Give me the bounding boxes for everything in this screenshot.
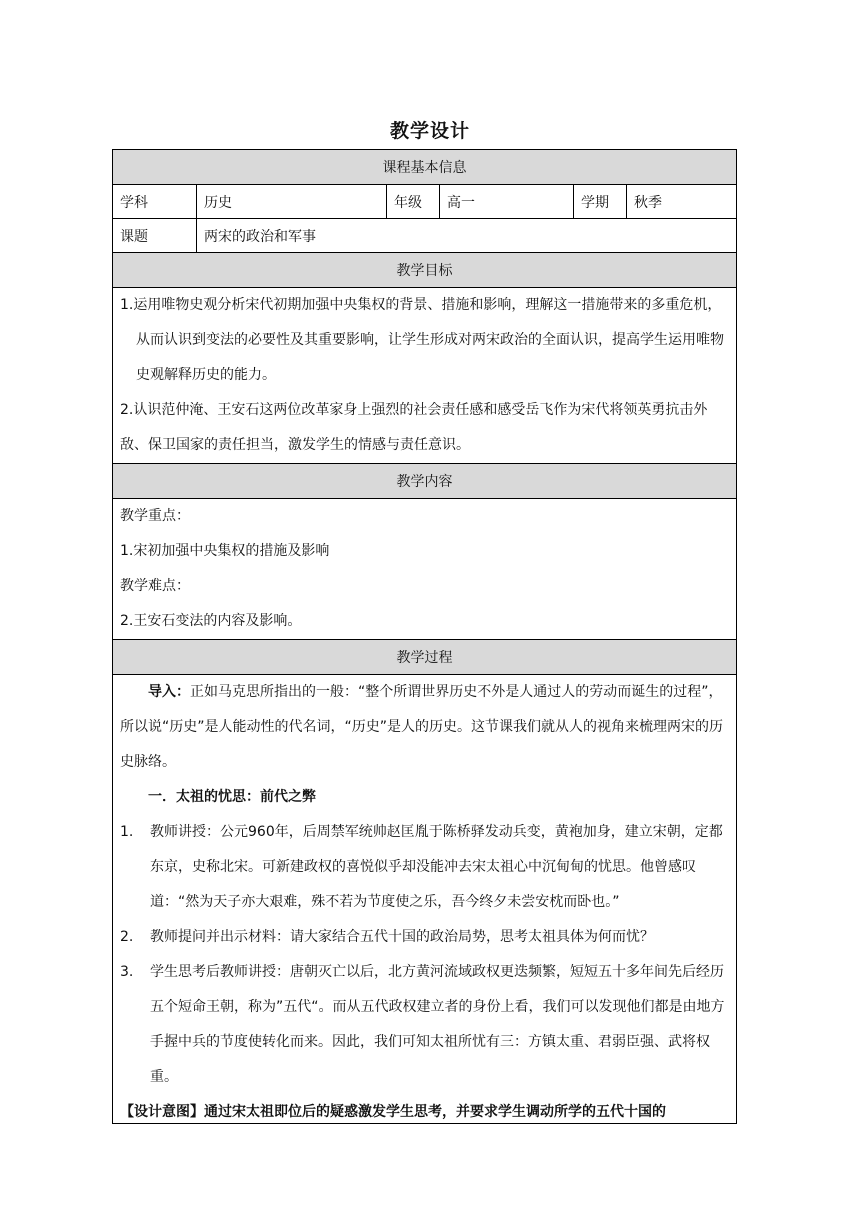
goals-cell: [113, 288, 737, 464]
grade-value: 高一: [440, 185, 574, 219]
grade-label: 年级: [387, 185, 440, 219]
step-text: 学生思考后教师讲授：唐朝灭亡以后，北方黄河流域政权更迭频繁，短短五十多年间先后经历五个短命王朝，称为”五代“。而从五代政权建立者的身份上看，我们可以发现他们都是由地方手握中兵的节度使转化而来。因此，我们可知太祖所忧有三：方镇太重、君弱臣强、武将权重。: [150, 964, 725, 1085]
topic-value: 两宋的政治和军事: [197, 219, 737, 253]
difficulty-item: 2.王安石变法的内容及影响。: [120, 613, 302, 629]
goal-item: 2.认识范仲淹、王安石这两位改革家身上强烈的社会责任感和感受岳飞作为宋代将领英勇抗击外敌、保卫国家的责任担当，激发学生的情感与责任意识。: [120, 402, 708, 453]
step-number: 2.: [120, 929, 134, 945]
key-point-label: 教学重点：: [120, 508, 190, 524]
step-number: 3.: [120, 964, 134, 980]
process-header: 教学过程: [113, 640, 737, 675]
page-title: 教学设计: [389, 120, 470, 142]
content-header: 教学内容: [113, 464, 737, 499]
step-item: [120, 920, 729, 955]
step-number: 1.: [120, 824, 134, 840]
intro-text: 正如马克思所指出的一般：“整个所谓世界历史不外是人通过人的劳动而诞生的过程”，所以说“历史”是人能动性的代名词，“历史”是人的历史。这节课我们就从人的视角来梳理两宋的历史脉络。: [120, 684, 724, 770]
goal-item: 1.运用唯物史观分析宋代初期加强中央集权的背景、措施和影响，理解这一措施带来的多重危机，从而认识到变法的必要性及其重要影响，让学生形成对两宋政治的全面认识，提高学生运用唯物史观解释历史的能力。: [120, 297, 724, 383]
content-cell: [113, 499, 737, 640]
key-point-item: 1.宋初加强中央集权的措施及影响: [120, 543, 330, 559]
subject-label: 学科: [113, 185, 197, 219]
design-intent: 【设计意图】通过宋太祖即位后的疑惑激发学生思考，并要求学生调动所学的五代十国的: [120, 1104, 666, 1120]
goals-header: 教学目标: [113, 253, 737, 288]
intro-paragraph: [120, 675, 729, 780]
subject-value: 历史: [197, 185, 387, 219]
step-text: 教师讲授：公元960年，后周禁军统帅赵匡胤于陈桥驿发动兵变，黄袍加身，建立宋朝，定都东京，史称北宋。可新建政权的喜悦似乎却没能冲去宋太祖心中沉甸甸的忧思。他曾感叹道：“然为天子亦大艰难，殊不若为节度使之乐，吾今终夕未尝安枕而卧也。”: [150, 824, 723, 910]
term-value: 秋季: [627, 185, 737, 219]
topic-label: 课题: [113, 219, 197, 253]
term-label: 学期: [574, 185, 627, 219]
basic-info-header: 课程基本信息: [113, 150, 737, 185]
difficulty-label: 教学难点：: [120, 578, 190, 594]
step-text: 教师提问并出示材料：请大家结合五代十国的政治局势，思考太祖具体为何而忧？: [150, 929, 654, 945]
lesson-plan-table: [112, 149, 737, 1124]
step-item: [120, 815, 729, 920]
intro-label: 导入：: [148, 684, 190, 700]
process-cell: [113, 675, 737, 1124]
section-heading: 一．太祖的忧思：前代之弊: [148, 789, 316, 805]
step-item: [120, 955, 729, 1095]
